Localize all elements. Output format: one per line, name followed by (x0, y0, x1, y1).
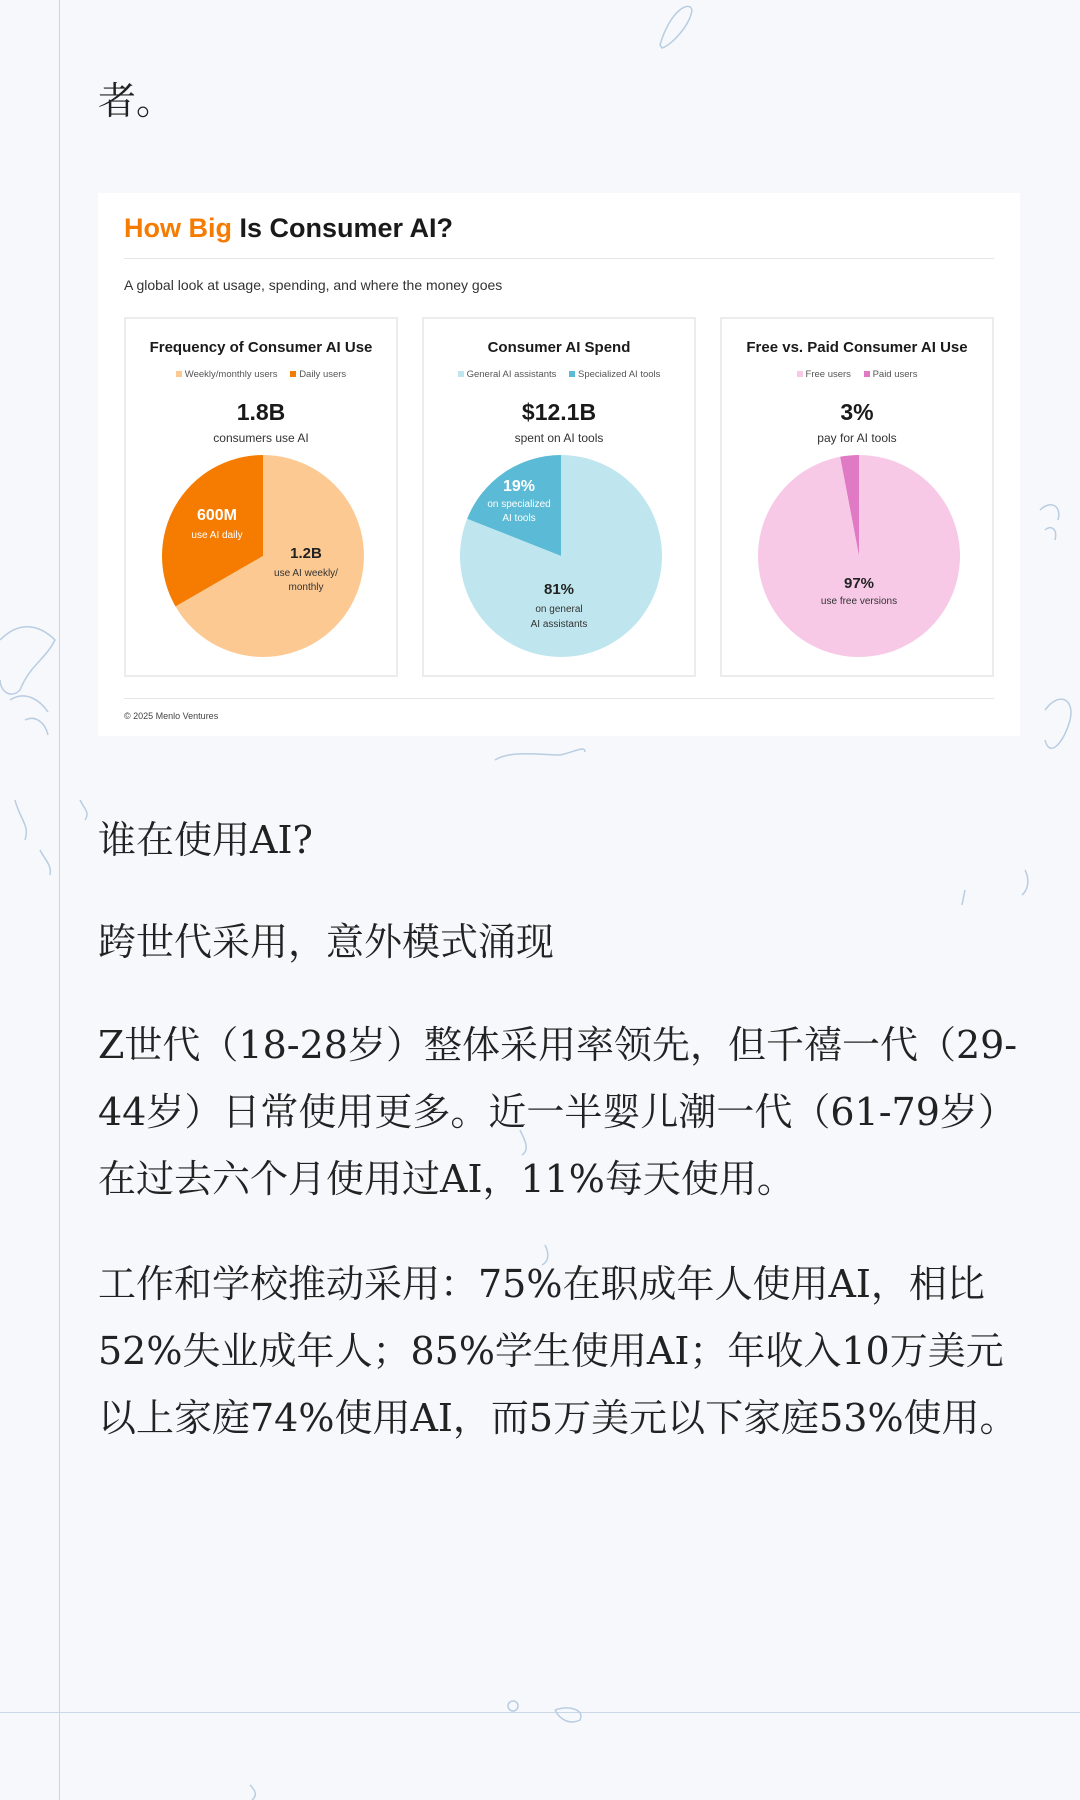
legend-label: Paid users (872, 369, 918, 380)
big-number-caption: consumers use AI (213, 431, 309, 445)
infographic-title (124, 213, 453, 244)
infographic-footer: © 2025 Menlo Ventures (124, 711, 219, 721)
legend-label: Daily users (299, 369, 347, 380)
legend-label: Free users (805, 369, 851, 380)
legend (126, 369, 396, 380)
slice-label-value: 600M (196, 507, 238, 524)
pie-chart-free-paid (757, 454, 961, 658)
panel-title: Free vs. Paid Consumer AI Use (746, 339, 968, 356)
big-number: $12.1B (521, 399, 597, 425)
slice-label-value: 97% (843, 575, 875, 592)
consumer-ai-infographic (98, 193, 1020, 736)
slice-label-text: use AI daily (191, 530, 243, 541)
title-rest: Is Consumer AI? (232, 213, 454, 243)
section-subheading: 跨世代采用，意外模式涌现 (98, 920, 555, 964)
panel-free-vs-paid (720, 317, 994, 677)
title-highlight: How Big (124, 213, 232, 243)
slice-label-text: on specialized (487, 499, 551, 510)
slice-label-text: use AI weekly/ (274, 568, 338, 579)
paragraph-work-school: 工作和学校推动采用：75%在职成年人使用AI，相比52%失业成年人；85%学生使用AI；年收入10万美元以上家庭74%使用AI，而5万美元以下家庭53%使用。 (98, 1262, 1018, 1440)
legend-item (569, 369, 660, 380)
legend-label: Weekly/monthly users (184, 369, 278, 380)
slice-label-text: AI tools (502, 513, 536, 524)
big-number: 1.8B (236, 399, 286, 425)
pie-slices (162, 455, 364, 657)
legend-item (797, 369, 851, 380)
section-heading: 谁在使用AI? (98, 818, 313, 862)
slice-label-value: 81% (543, 581, 575, 598)
legend-item (864, 369, 918, 380)
slice-label-value: 19% (502, 478, 536, 495)
legend-swatch (797, 371, 803, 377)
paragraph-generations: Z世代（18-28岁）整体采用率领先，但千禧一代（29-44岁）日常使用更多。近一半婴儿潮一代（61-79岁）在过去六个月使用过AI，11%每天使用。 (98, 1023, 1018, 1201)
legend-item (458, 369, 557, 380)
legend-swatch (176, 371, 182, 377)
footer-divider (124, 698, 994, 699)
legend (424, 369, 694, 380)
panel-title: Frequency of Consumer AI Use (149, 339, 373, 356)
legend-item (290, 369, 346, 380)
legend-swatch (569, 371, 575, 377)
slice-label-value: 1.2B (290, 545, 322, 562)
legend-swatch (458, 371, 464, 377)
slice-label-text: monthly (288, 582, 324, 593)
pie-slice (758, 455, 960, 657)
panel-title: Consumer AI Spend (487, 339, 631, 356)
legend-label: General AI assistants (466, 369, 557, 380)
top-text: 者。 (98, 79, 175, 123)
legend-swatch (290, 371, 296, 377)
panel-spend (422, 317, 696, 677)
legend-swatch (864, 371, 870, 377)
title-divider (124, 258, 994, 259)
pie-chart-frequency (161, 454, 365, 658)
slice-label-text: use free versions (820, 596, 898, 607)
big-number-caption: spent on AI tools (514, 431, 604, 445)
legend-item (176, 369, 278, 380)
infographic-subtitle: A global look at usage, spending, and where the money goes (124, 277, 503, 293)
pie-chart-spend (459, 454, 663, 658)
big-number-caption: pay for AI tools (817, 431, 897, 445)
panel-frequency (124, 317, 398, 677)
slice-label-text: on general (535, 604, 583, 615)
slice-label-text: AI assistants (530, 619, 588, 630)
legend (722, 369, 992, 380)
pie-slices (758, 455, 960, 657)
legend-label: Specialized AI tools (578, 369, 661, 380)
big-number: 3% (840, 399, 874, 425)
